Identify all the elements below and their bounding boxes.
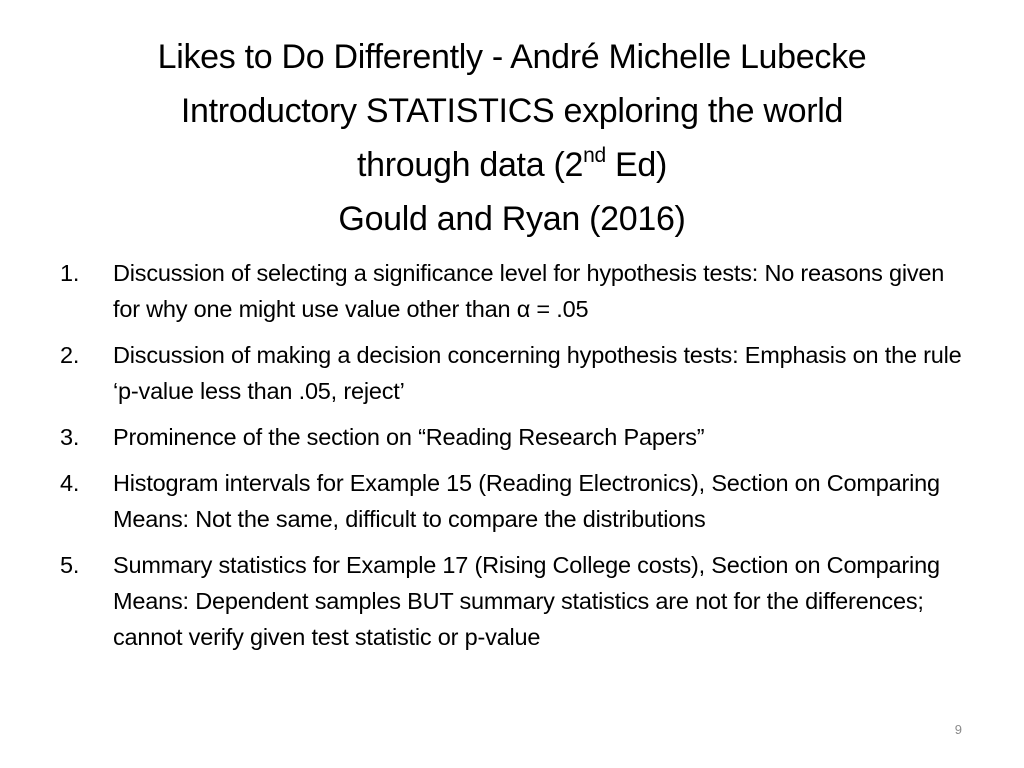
slide-title — [40, 30, 984, 246]
list-item-text: Histogram intervals for Example 15 (Reading Electronics), Section on Comparing Means: Not the same, difficult to compare the distributions — [113, 470, 940, 532]
list-item-number: 5. — [60, 552, 80, 578]
page-number: 9 — [954, 722, 962, 737]
title-line-2: Introductory STATISTICS exploring the world — [180, 92, 844, 130]
list-item — [55, 255, 975, 327]
list-item-text: Discussion of selecting a significance level for hypothesis tests: No reasons given for why one might use value other than α = .05 — [113, 260, 945, 322]
list-item-number: 3. — [60, 424, 80, 450]
list-item — [55, 337, 975, 409]
title-line-4: Gould and Ryan (2016) — [338, 200, 686, 238]
list-item-text: Prominence of the section on “Reading Research Papers” — [113, 424, 705, 450]
list-item-number: 2. — [60, 342, 80, 368]
list-item-number: 1. — [60, 260, 80, 286]
numbered-list — [55, 255, 975, 665]
title-line-3-end: Ed) — [605, 146, 668, 184]
title-line-1: Likes to Do Differently - André Michelle Lubecke — [157, 38, 867, 76]
list-item-text: Discussion of making a decision concerning hypothesis tests: Emphasis on the rule ‘p-value less than .05, reject’ — [113, 342, 962, 404]
list-item — [55, 419, 975, 455]
title-line-3-start: through data (2 — [356, 146, 584, 184]
list-item-number: 4. — [60, 470, 80, 496]
list-item-text: Summary statistics for Example 17 (Rising College costs), Section on Comparing Means: Dependent samples BUT summary statistics are not for the differences; cannot verify given test statistic or p-value — [113, 552, 940, 650]
list-item — [55, 547, 975, 655]
title-line-3 — [40, 138, 984, 192]
list-item — [55, 465, 975, 537]
title-superscript: nd — [583, 143, 606, 167]
